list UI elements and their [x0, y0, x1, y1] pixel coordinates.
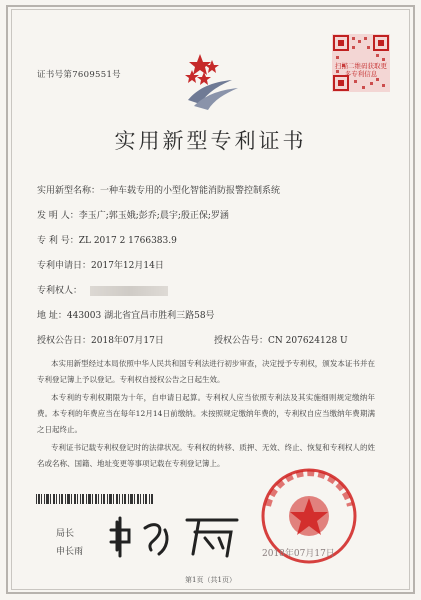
- qr-caption: 扫描二维码获取更多专利信息: [335, 62, 387, 79]
- grant-value: 2018年07月17日: [91, 336, 164, 346]
- filing-value: 2017年12月14日: [91, 261, 164, 271]
- signature-title: 局长: [56, 529, 75, 539]
- inventor-label: 发 明 人：: [37, 211, 79, 221]
- address-value: 443003 湖北省宜昌市胜利三路58号: [66, 311, 215, 321]
- cnipa-logo-icon: [178, 48, 242, 112]
- paragraph-1: 本实用新型经过本局依照中华人民共和国专利法进行初步审查，决定授予专利权，颁发本证书并在专利登记簿上予以登记。专利权自授权公告之日起生效。: [37, 359, 375, 384]
- paragraph-2: 本专利的专利权期限为十年，自申请日起算。专利权人应当依照专利法及其实施细则规定缴纳年费。本专利的年费应当在每年12月14日前缴纳。未按照规定缴纳年费的，专利权自应当缴纳年费期满之日起终止。: [37, 393, 375, 434]
- certificate-number: 证书号第7609551号: [37, 70, 121, 80]
- signature-name: 申长雨: [56, 547, 84, 557]
- name-row: [37, 183, 280, 196]
- patent-no-row: [37, 233, 177, 246]
- grant-row: [37, 333, 164, 346]
- owner-row: [37, 283, 168, 296]
- grant-label: 授权公告日：: [37, 336, 92, 346]
- certificate-title: 实用新型专利证书: [114, 129, 307, 153]
- address-row: [37, 308, 215, 321]
- inventor-row: [37, 208, 229, 221]
- handwritten-signature-icon: [105, 508, 255, 564]
- announce-row: [214, 333, 348, 346]
- announce-value: CN 207624128 U: [268, 336, 348, 346]
- address-label: 地 址：: [37, 311, 67, 321]
- seal-date: 2018年07月17日: [262, 549, 335, 559]
- name-value: 一种车载专用的小型化智能消防报警控制系统: [100, 186, 281, 196]
- filing-label: 专利申请日：: [37, 261, 92, 271]
- patent-no-label: 专 利 号：: [37, 236, 79, 246]
- announce-label: 授权公告号：: [214, 336, 269, 346]
- patent-no-value: ZL 2017 2 1766383.9: [78, 236, 177, 246]
- redacted-owner: [90, 286, 168, 296]
- name-label: 实用新型名称：: [37, 186, 101, 196]
- owner-label: 专利权人：: [37, 286, 83, 296]
- paragraph-3: 专利证书记载专利权登记时的法律状况。专利权的转移、质押、无效、终止、恢复和专利权人的姓名或名称、国籍、地址变更等事项记载在专利登记簿上。: [37, 443, 375, 468]
- barcode-icon: [36, 494, 154, 504]
- inventor-value: 李玉广;郭玉娥;彭乔;晨宇;殷正保;罗涵: [78, 211, 229, 221]
- page-number: 第1页（共1页）: [185, 576, 236, 584]
- filing-date-row: [37, 258, 164, 271]
